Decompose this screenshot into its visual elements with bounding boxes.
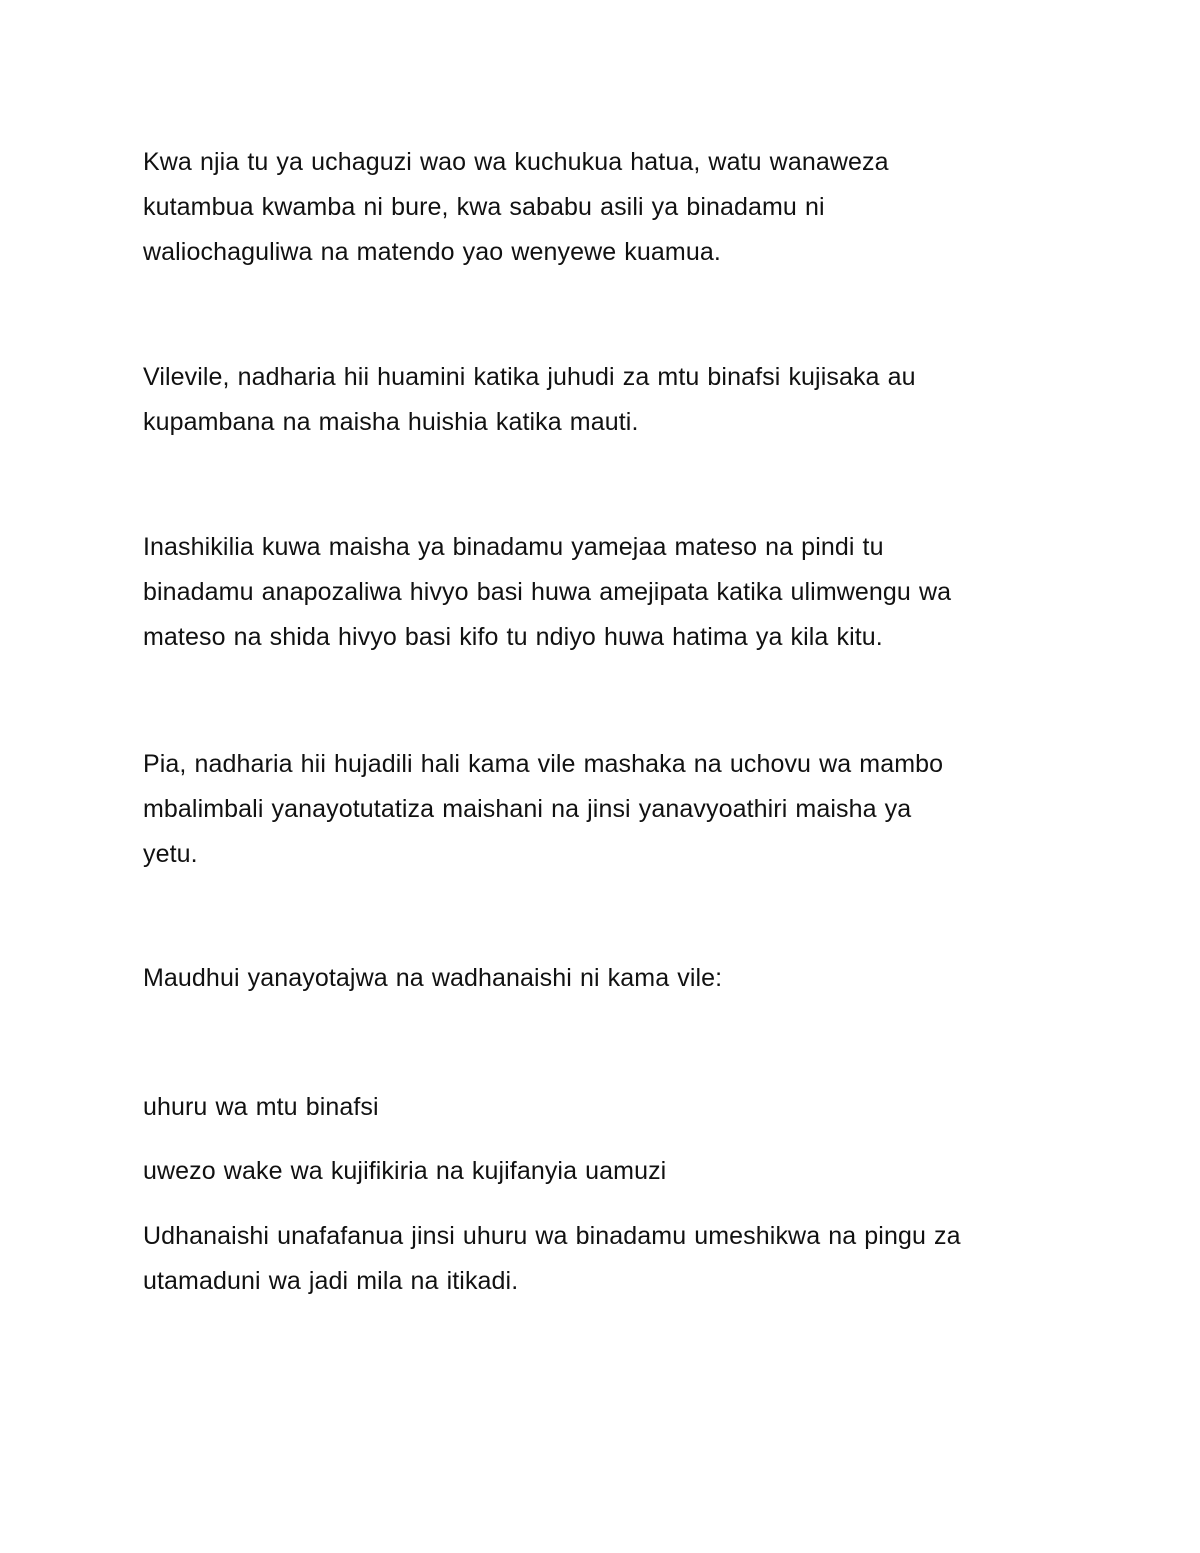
paragraph-line: Inashikilia kuwa maisha ya binadamu yamejaa mateso na pindi tu	[143, 533, 884, 561]
paragraph-2	[143, 355, 1103, 445]
paragraph-line: Maudhui yanayotajwa na wadhanaishi ni kama vile:	[143, 964, 723, 992]
paragraph-4	[143, 742, 1103, 877]
paragraph-line: kutambua kwamba ni bure, kwa sababu asili ya binadamu ni	[143, 193, 825, 221]
paragraph-1	[143, 140, 1103, 275]
paragraph-line: Vilevile, nadharia hii huamini katika juhudi za mtu binafsi kujisaka au	[143, 363, 916, 391]
paragraph-line: waliochaguliwa na matendo yao wenyewe kuamua.	[143, 238, 721, 266]
paragraph-line: Kwa njia tu ya uchaguzi wao wa kuchukua hatua, watu wanaweza	[143, 148, 889, 176]
paragraph-8	[143, 1214, 1103, 1304]
paragraph-line: mbalimbali yanayotutatiza maishani na jinsi yanavyoathiri maisha ya	[143, 795, 912, 823]
paragraph-line: uwezo wake wa kujifikiria na kujifanyia uamuzi	[143, 1157, 667, 1185]
paragraph-line: kupambana na maisha huishia katika mauti.	[143, 408, 639, 436]
list-item-1	[143, 1085, 1103, 1130]
paragraph-line: Udhanaishi unafafanua jinsi uhuru wa binadamu umeshikwa na pingu za	[143, 1222, 961, 1250]
paragraph-line: yetu.	[143, 840, 198, 868]
paragraph-line: mateso na shida hivyo basi kifo tu ndiyo huwa hatima ya kila kitu.	[143, 623, 883, 651]
list-item-2	[143, 1149, 1103, 1194]
paragraph-5	[143, 956, 1103, 1001]
paragraph-line: utamaduni wa jadi mila na itikadi.	[143, 1267, 519, 1295]
paragraph-3	[143, 525, 1103, 660]
paragraph-line: binadamu anapozaliwa hivyo basi huwa amejipata katika ulimwengu wa	[143, 578, 952, 606]
paragraph-line: Pia, nadharia hii hujadili hali kama vile mashaka na uchovu wa mambo	[143, 750, 944, 778]
paragraph-line: uhuru wa mtu binafsi	[143, 1093, 379, 1121]
